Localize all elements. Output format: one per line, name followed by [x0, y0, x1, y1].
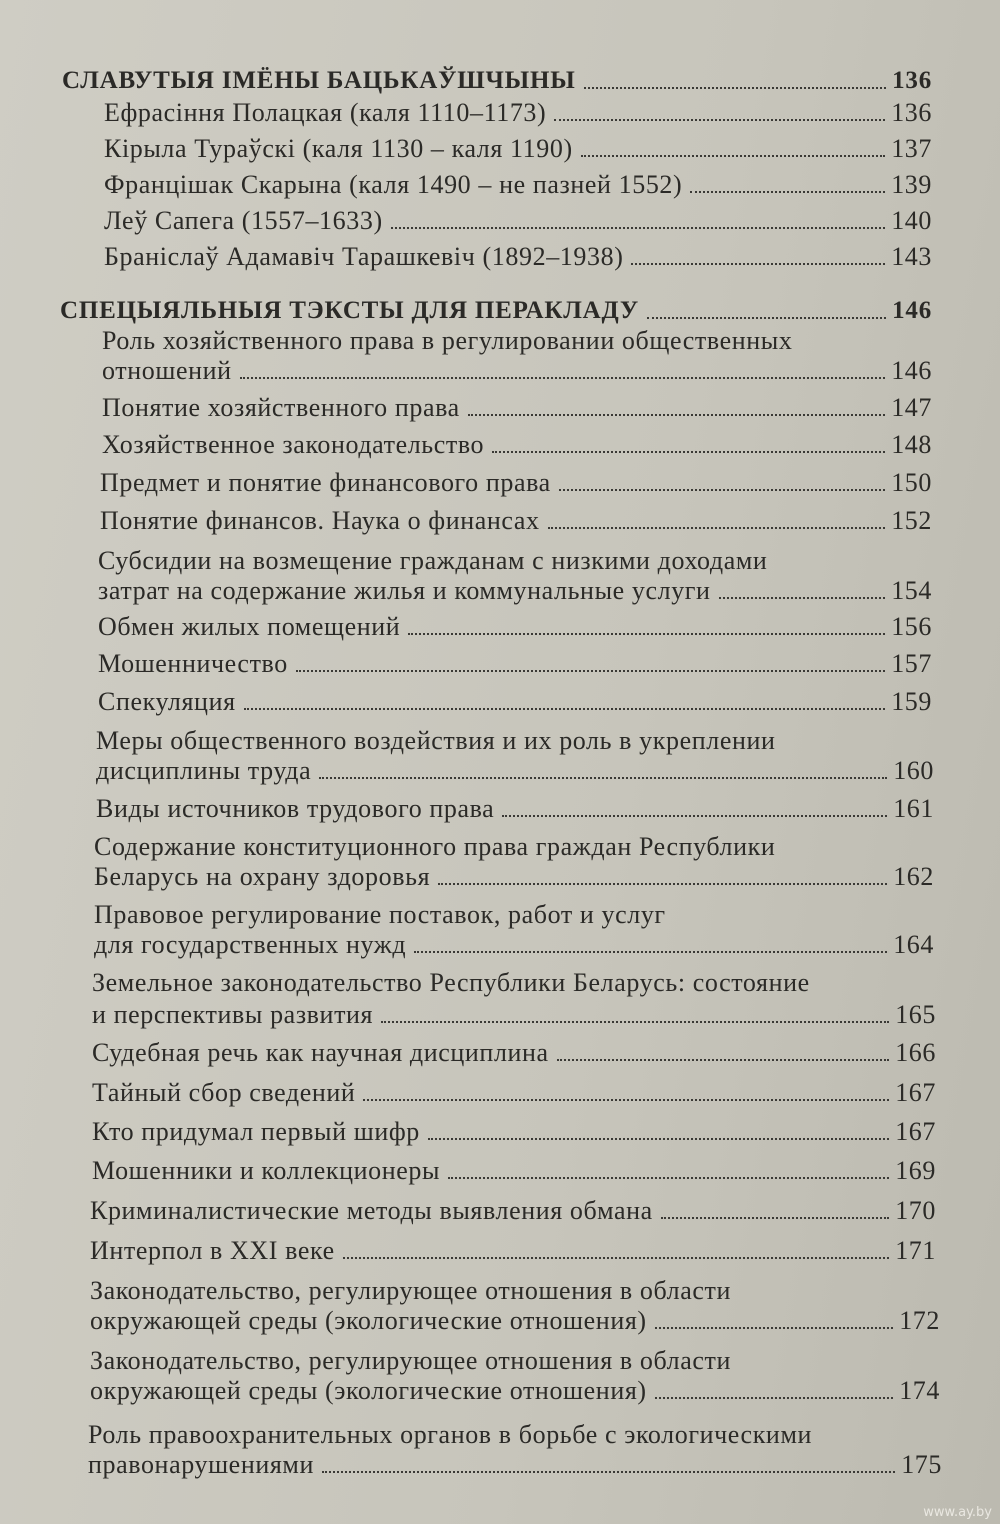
entry-title: Хозяйственное законодательство: [102, 430, 485, 459]
page-number: 162: [893, 862, 934, 891]
entry-title: Понятие финансов. Наука о финансах: [100, 506, 540, 535]
toc-entry: [92, 1156, 936, 1186]
page-number: 159: [891, 687, 932, 716]
toc-entry: [90, 1306, 940, 1336]
entry-title: Кто придумал первый шифр: [92, 1117, 420, 1146]
page-number: 172: [899, 1306, 940, 1335]
entry-title: затрат на содержание жилья и коммунальные услуги: [98, 576, 711, 605]
entry-title: для государственных нужд: [94, 930, 407, 959]
page-number: 146: [892, 297, 932, 324]
toc-entry: [104, 242, 932, 272]
leader-dots: [428, 1138, 889, 1140]
toc-entry: [92, 1078, 936, 1108]
toc-entry: [92, 1000, 936, 1030]
toc-entry: [100, 468, 932, 498]
page-number: 174: [899, 1376, 940, 1405]
entry-title: Беларусь на охрану здоровья: [94, 862, 431, 891]
page-number: 170: [895, 1196, 936, 1225]
leader-dots: [414, 951, 887, 953]
toc-entry: [102, 356, 932, 386]
entry-title: Францішак Скарына (каля 1490 – не пазней 1552): [104, 170, 683, 199]
leader-dots: [655, 1327, 894, 1329]
page-number: 175: [901, 1450, 942, 1479]
entry-title-first-line: Роль правоохранительных органов в борьбе с экологическими: [88, 1420, 813, 1449]
entry-title-first-line: Законодательство, регулирующее отношения в области: [90, 1276, 731, 1305]
entry-title: Предмет и понятие финансового права: [100, 468, 551, 497]
page-number: 169: [895, 1156, 936, 1185]
toc-entry: [96, 756, 934, 786]
leader-dots: [548, 527, 886, 529]
leader-dots: [363, 1099, 889, 1101]
leader-dots: [438, 883, 887, 885]
entry-title-first-line: Земельное законодательство Республики Беларусь: состояние: [92, 968, 810, 997]
leader-dots: [343, 1257, 889, 1259]
toc-entry: [104, 206, 932, 236]
entry-title: Спекуляция: [98, 687, 236, 716]
page-number: 164: [893, 930, 934, 959]
entry-title-first-line: Субсидии на возмещение гражданам с низкими доходами: [98, 546, 768, 575]
page-number: 137: [891, 134, 932, 163]
entry-title: Понятие хозяйственного права: [102, 393, 460, 422]
entry-title: Ефрасіння Полацкая (каля 1110–1173): [104, 98, 547, 127]
leader-dots: [559, 489, 885, 491]
leader-dots: [631, 263, 885, 265]
page-number: 139: [891, 170, 932, 199]
page-number: 167: [895, 1078, 936, 1107]
section-title: СПЕЦЫЯЛЬНЫЯ ТЭКСТЫ ДЛЯ ПЕРАКЛАДУ: [60, 297, 639, 324]
leader-dots: [322, 1471, 895, 1473]
page-number: 154: [891, 576, 932, 605]
leader-dots: [655, 1397, 894, 1399]
toc-entry: [90, 1376, 940, 1406]
page-number: 157: [891, 649, 932, 678]
toc-entry: [92, 1117, 936, 1147]
entry-title-first-line: Правовое регулирование поставок, работ и услуг: [94, 900, 666, 929]
leader-dots: [661, 1217, 889, 1219]
leader-dots: [319, 777, 887, 779]
leader-dots: [719, 597, 886, 599]
leader-dots: [502, 815, 887, 817]
leader-dots: [244, 708, 886, 710]
leader-dots: [240, 377, 886, 379]
page-number: 150: [891, 468, 932, 497]
toc-entry: [92, 1038, 936, 1068]
watermark: www.ay.by: [923, 1505, 992, 1520]
toc-entry: [102, 430, 932, 460]
entry-title: Судебная речь как научная дисциплина: [92, 1038, 549, 1067]
toc-entry: [98, 649, 932, 679]
page-number: 146: [891, 356, 932, 385]
leader-dots: [690, 191, 885, 193]
entry-title: Криминалистические методы выявления обмана: [90, 1196, 653, 1225]
page-number: 136: [892, 67, 932, 94]
toc-entry: [98, 612, 932, 642]
entry-title: Кірыла Тураўскі (каля 1130 – каля 1190): [104, 134, 573, 163]
entry-title: окружающей среды (экологические отношения): [90, 1376, 647, 1405]
page-number: 161: [893, 794, 934, 823]
leader-dots: [584, 87, 887, 89]
entry-title-first-line: Роль хозяйственного права в регулировании общественных: [102, 326, 793, 355]
toc-entry: [94, 930, 934, 960]
leader-dots: [391, 227, 885, 229]
entry-title: отношений: [102, 356, 232, 385]
section-heading: [60, 296, 932, 326]
leader-dots: [554, 119, 885, 121]
entry-title: Мошенничество: [98, 649, 288, 678]
entry-title: Обмен жилых помещений: [98, 612, 401, 641]
entry-title: Интерпол в XXI веке: [90, 1236, 335, 1265]
entry-title: Тайный сбор сведений: [92, 1078, 356, 1107]
section-title: СЛАВУТЫЯ ІМЁНЫ БАЦЬКАЎШЧЫНЫ: [62, 67, 576, 94]
page-number: 160: [893, 756, 934, 785]
leader-dots: [296, 670, 885, 672]
leader-dots: [581, 155, 885, 157]
entry-title: Мошенники и коллекционеры: [92, 1156, 441, 1185]
toc-entry: [90, 1236, 936, 1266]
toc-entry: [104, 170, 932, 200]
leader-dots: [468, 414, 885, 416]
entry-title: и перспективы развития: [92, 1000, 374, 1029]
toc-entry: [102, 393, 932, 423]
toc-entry: [100, 506, 932, 536]
leader-dots: [492, 451, 885, 453]
entry-title-first-line: Законодательство, регулирующее отношения в области: [90, 1346, 731, 1375]
entry-title: окружающей среды (экологические отношения): [90, 1306, 647, 1335]
page-number: 140: [891, 206, 932, 235]
entry-title: дисциплины труда: [96, 756, 312, 785]
page-number: 148: [891, 430, 932, 459]
toc-entry: [96, 794, 934, 824]
entry-title: Браніслаў Адамавіч Тарашкевіч (1892–1938): [104, 242, 624, 271]
leader-dots: [448, 1177, 889, 1179]
page-number: 147: [891, 393, 932, 422]
toc-entry: [98, 576, 932, 606]
page-number: 165: [895, 1000, 936, 1029]
page-number: 136: [891, 98, 932, 127]
toc-entry: [104, 98, 932, 128]
toc-entry: [90, 1196, 936, 1226]
leader-dots: [647, 317, 886, 319]
page-number: 156: [891, 612, 932, 641]
page-number: 166: [895, 1038, 936, 1067]
leader-dots: [557, 1059, 889, 1061]
entry-title-first-line: Меры общественного воздействия и их роль в укреплении: [96, 726, 776, 755]
toc-entry: [94, 862, 934, 892]
page-number: 152: [891, 506, 932, 535]
page-number: 171: [895, 1236, 936, 1265]
leader-dots: [408, 633, 885, 635]
page-number: 143: [891, 242, 932, 271]
toc-entry: [88, 1450, 942, 1480]
entry-title: правонарушениями: [88, 1450, 314, 1479]
toc-entry: [98, 687, 932, 717]
leader-dots: [381, 1021, 889, 1023]
entry-title: Леў Сапега (1557–1633): [104, 206, 383, 235]
entry-title: Виды источников трудового права: [96, 794, 495, 823]
toc-entry: [104, 134, 932, 164]
entry-title-first-line: Содержание конституционного права граждан Республики: [94, 832, 776, 861]
section-heading: [62, 66, 932, 96]
page-number: 167: [895, 1117, 936, 1146]
